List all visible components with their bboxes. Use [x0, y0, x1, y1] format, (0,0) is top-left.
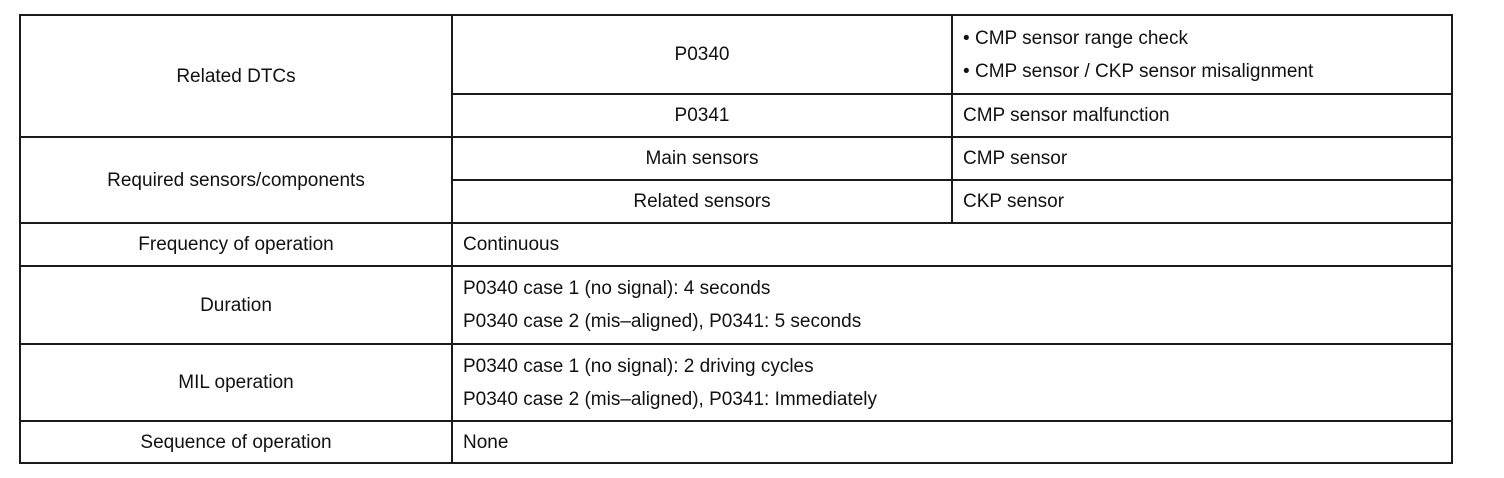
table-row: [20, 344, 1452, 421]
duration-label: Duration: [20, 266, 452, 344]
duration-value: [452, 266, 1452, 344]
list-item: • CMP sensor / CKP sensor misalignment: [963, 55, 1451, 88]
table-row: [20, 223, 1452, 266]
bullet-icon: •: [963, 60, 970, 82]
sequence-label: Sequence of operation: [20, 421, 452, 463]
frequency-value: Continuous: [452, 223, 1452, 266]
dtc-p0341-description: CMP sensor malfunction: [952, 94, 1452, 137]
table-row: [20, 266, 1452, 344]
mil-operation-value: [452, 344, 1452, 421]
dtc-p0340-code: P0340: [452, 15, 952, 94]
duration-line: P0340 case 2 (mis–aligned), P0341: 5 seconds: [463, 311, 862, 332]
related-sensors-label: Related sensors: [452, 180, 952, 223]
sequence-value: None: [452, 421, 1452, 463]
list-item: • CMP sensor range check: [963, 22, 1451, 55]
required-sensors-label: Required sensors/components: [20, 137, 452, 223]
mil-operation-line: P0340 case 2 (mis–aligned), P0341: Immediately: [463, 388, 878, 410]
dtc-p0341-code: P0341: [452, 94, 952, 137]
table-row: [20, 137, 1452, 180]
table-row: [20, 15, 1452, 94]
duration-line: P0340 case 1 (no signal): 4 seconds: [463, 278, 771, 299]
monitor-spec-table: [19, 14, 1453, 464]
main-sensors-label: Main sensors: [452, 137, 952, 180]
main-sensors-value: CMP sensor: [952, 137, 1452, 180]
mil-operation-label: MIL operation: [20, 344, 452, 421]
related-dtcs-label: Related DTCs: [20, 15, 452, 137]
table-row: [20, 421, 1452, 463]
dtc-p0340-description: [952, 15, 1452, 94]
related-sensors-value: CKP sensor: [952, 180, 1452, 223]
frequency-label: Frequency of operation: [20, 223, 452, 266]
bullet-icon: •: [963, 27, 970, 49]
mil-operation-line: P0340 case 1 (no signal): 2 driving cycles: [463, 355, 814, 377]
